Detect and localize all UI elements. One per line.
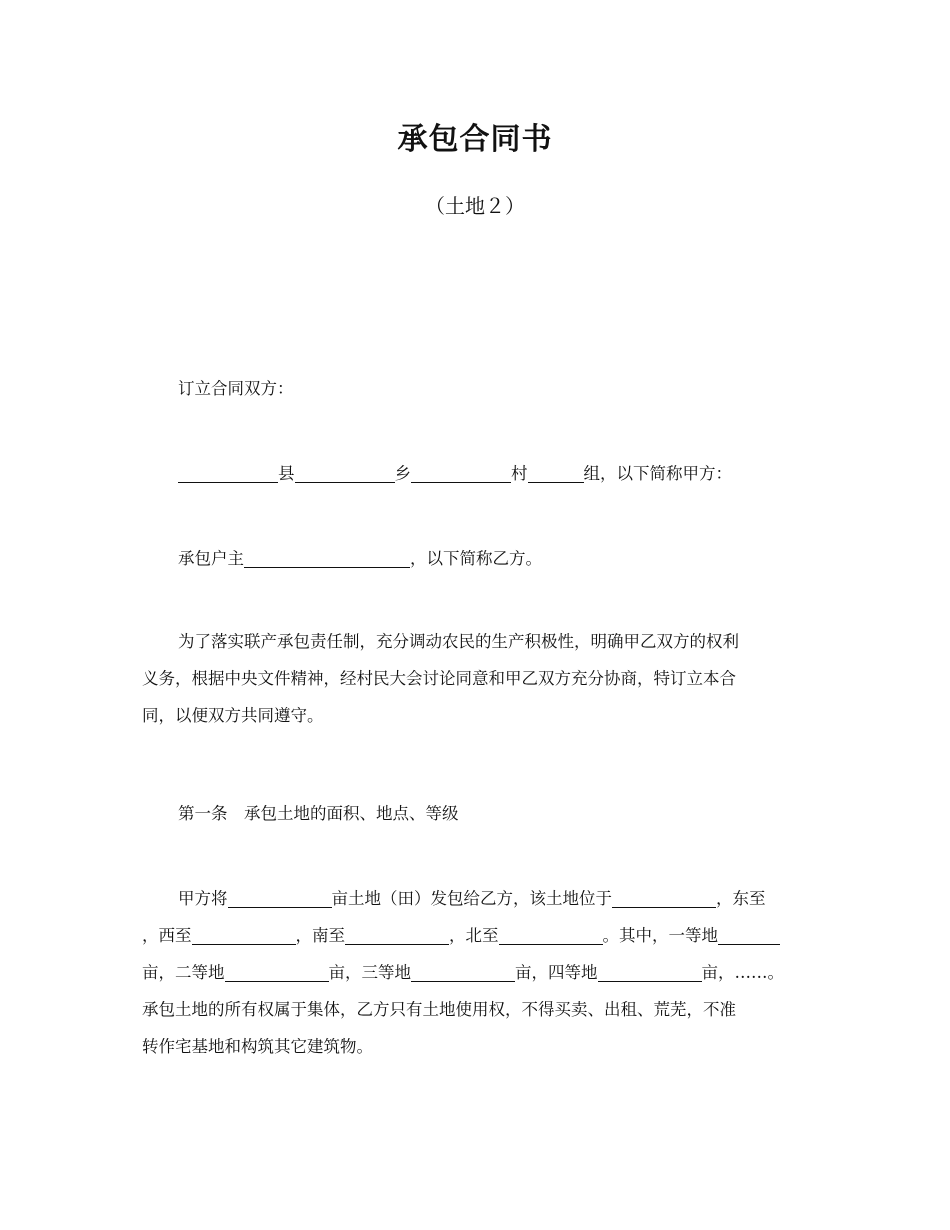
group-label: 组，以下简称甲方： <box>583 464 732 483</box>
article-1-line <box>142 880 814 917</box>
party-b-suffix: ，以下简称乙方。 <box>410 549 542 568</box>
article-1-paragraph <box>142 880 814 1065</box>
text-segment: 亩，二等地 <box>142 963 225 982</box>
text-segment: ，东至 <box>716 889 766 908</box>
grade-2-blank <box>225 961 329 982</box>
document-subtitle: （土地２） <box>425 194 525 218</box>
text-segment: 亩，四等地 <box>515 963 598 982</box>
area-blank <box>228 887 332 908</box>
text-segment: ，南至 <box>295 926 345 945</box>
group-blank <box>528 462 584 483</box>
grade-1-blank <box>718 924 780 945</box>
purpose-line: 同，以便双方共同遵守。 <box>142 706 324 725</box>
grade-3-blank <box>411 961 515 982</box>
article-1-heading: 第一条 承包土地的面积、地点、等级 <box>178 804 459 823</box>
text-segment: 甲方将 <box>178 889 228 908</box>
county-label: 县 <box>278 464 295 483</box>
location-blank <box>612 887 716 908</box>
purpose-line: 义务，根据中央文件精神，经村民大会讨论同意和甲乙双方充分协商，特订立本合 <box>142 669 736 688</box>
south-blank <box>345 924 449 945</box>
township-label: 乡 <box>394 464 411 483</box>
text-segment: 亩，……。 <box>701 963 784 982</box>
party-a-line <box>142 455 814 492</box>
text-segment: ，北至 <box>449 926 499 945</box>
purpose-paragraph <box>142 623 814 734</box>
text-segment: 。其中，一等地 <box>602 926 718 945</box>
village-blank <box>411 462 511 483</box>
north-blank <box>499 924 603 945</box>
west-blank <box>192 924 296 945</box>
party-b-line <box>142 540 814 577</box>
county-blank <box>178 462 278 483</box>
household-head-blank <box>244 547 410 568</box>
article-1-line: 承包土地的所有权属于集体，乙方只有土地使用权，不得买卖、出租、荒芜，不准 <box>142 1000 736 1019</box>
township-blank <box>295 462 395 483</box>
article-1-line <box>142 917 814 954</box>
article-1-line: 转作宅基地和构筑其它建筑物。 <box>142 1037 373 1056</box>
grade-4-blank <box>598 961 702 982</box>
parties-label: 订立合同双方： <box>178 379 294 398</box>
text-segment: 亩土地（田）发包给乙方，该土地位于 <box>331 889 612 908</box>
village-label: 村 <box>511 464 528 483</box>
text-segment: 亩，三等地 <box>328 963 411 982</box>
party-b-prefix: 承包户主 <box>178 549 244 568</box>
document-title: 承包合同书 <box>397 122 553 157</box>
text-segment: ，西至 <box>142 926 192 945</box>
purpose-line: 为了落实联产承包责任制，充分调动农民的生产积极性，明确甲乙双方的权利 <box>178 632 739 651</box>
article-1-line <box>142 954 814 991</box>
